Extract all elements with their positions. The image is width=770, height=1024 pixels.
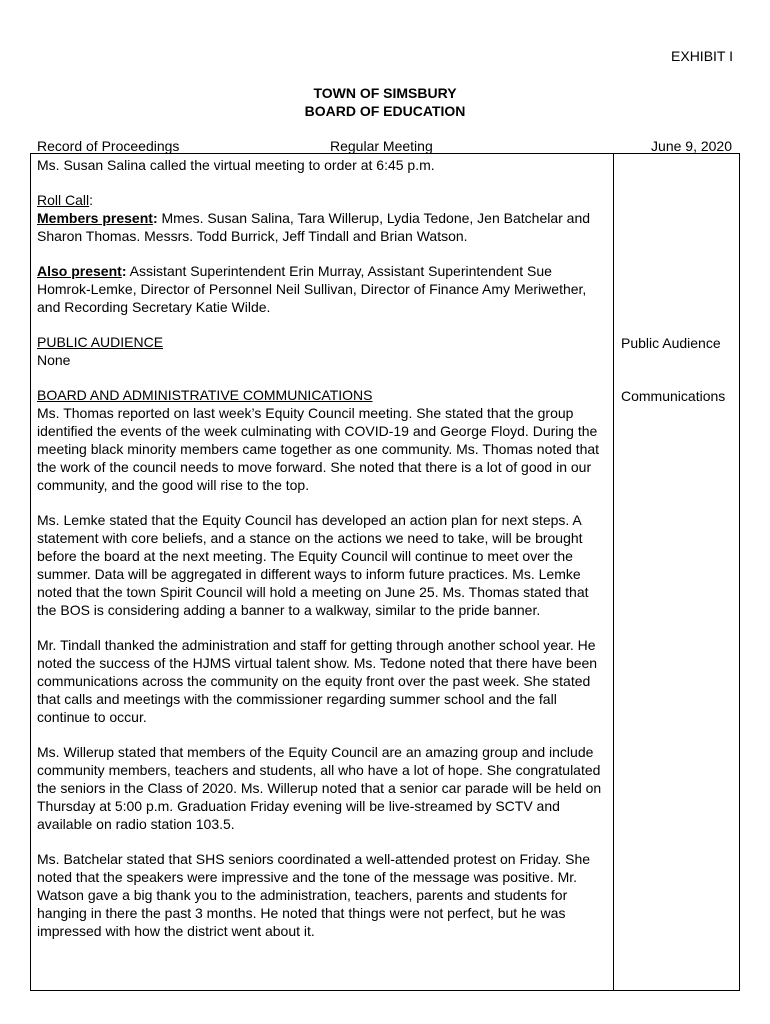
town-name: TOWN OF SIMSBURY xyxy=(313,85,457,101)
also-present: Also present: Assistant Superintendent Erin Murray, Assistant Superintendent Sue Homrok-Lemke, Director of Personnel Neil Sullivan, Director of Finance Amy Meriwether, and Recording Secretary Katie Wilde. xyxy=(37,263,587,315)
members-present: Members present: Mmes. Susan Salina, Tara Willerup, Lydia Tedone, Jen Batchelar and Sharon Thomas. Messrs. Todd Burrick, Jeff Tindall and Brian Watson. xyxy=(37,210,591,244)
meeting-type: Regular Meeting xyxy=(330,138,433,154)
communications-paragraph: Mr. Tindall thanked the administration and staff for getting through another school year. He noted the success of the HJMS virtual talent show. Ms. Tedone noted that there have been communications across the community on the equity front over the past week. She stated that calls and meetings with the commissioner regarding summer school and the fall continue to occur. xyxy=(37,637,598,725)
board-name: BOARD OF EDUCATION xyxy=(304,103,466,119)
minutes-body xyxy=(37,156,609,957)
document-title xyxy=(0,84,770,120)
also-text: Assistant Superintendent Erin Murray, Assistant Superintendent Sue Homrok-Lemke, Director of Personnel Neil Sullivan, Director of Finance Amy Meriwether, and Recording Secretary Katie Wilde. xyxy=(37,263,587,315)
also-label: Also present xyxy=(37,263,122,279)
meeting-date: June 9, 2020 xyxy=(651,138,732,154)
members-label: Members present xyxy=(37,210,153,226)
exhibit-label: EXHIBIT I xyxy=(671,48,733,64)
communications-paragraph: Ms. Lemke stated that the Equity Council has developed an action plan for next steps. A statement with core beliefs, and a stance on the actions we need to take, will be brought before the board at the next meeting. The Equity Council will continue to meet over the summer. Data will be aggregated in different ways to inform future practices. Ms. Lemke noted that the town Spirit Council will hold a meeting on June 25. Ms. Thomas stated that the BOS is considering adding a banner to a walkway, similar to the pride banner. xyxy=(37,512,589,618)
public-audience-text: None xyxy=(37,352,71,368)
communications-paragraph: Ms. Batchelar stated that SHS seniors coordinated a well-attended protest on Friday. She noted that the speakers were impressive and the tone of the message was positive. Mr. Watson gave a big thank you to the administration, teachers, parents and students for hanging in there the past 3 months. He noted that things were not perfect, but he was impressed with how the district went about it. xyxy=(37,851,591,939)
record-label: Record of Proceedings xyxy=(37,138,180,154)
communications-paragraph: Ms. Willerup stated that members of the Equity Council are an amazing group and include community members, teachers and students, all who have a lot of hope. She congratulated the seniors in the Class of 2020. Ms. Willerup noted that a senior car parade will be held on Thursday at 5:00 p.m. Graduation Friday evening will be live-streamed by SCTV and available on radio station 103.5. xyxy=(37,744,602,832)
call-to-order: Ms. Susan Salina called the virtual meeting to order at 6:45 p.m. xyxy=(37,157,435,173)
margin-communications: Communications xyxy=(621,388,726,404)
minutes-frame xyxy=(30,153,740,991)
members-text: Mmes. Susan Salina, Tara Willerup, Lydia Tedone, Jen Batchelar and Sharon Thomas. Messrs. Todd Burrick, Jeff Tindall and Brian Watson. xyxy=(37,210,591,244)
public-audience-heading: PUBLIC AUDIENCE xyxy=(37,334,164,350)
communications-paragraph: Ms. Thomas reported on last week’s Equity Council meeting. She stated that the group identified the events of the week culminating with COVID-19 and George Floyd. During the meeting black minority members came together as one community. Ms. Thomas noted that the work of the council needs to move forward. She noted that there is a lot of good in our community, and the good will rise to the top. xyxy=(37,405,600,493)
column-divider xyxy=(613,154,614,990)
roll-call-heading: Roll Call: xyxy=(37,192,94,208)
communications-heading: BOARD AND ADMINISTRATIVE COMMUNICATIONS xyxy=(37,387,373,403)
margin-public-audience: Public Audience xyxy=(621,335,721,351)
